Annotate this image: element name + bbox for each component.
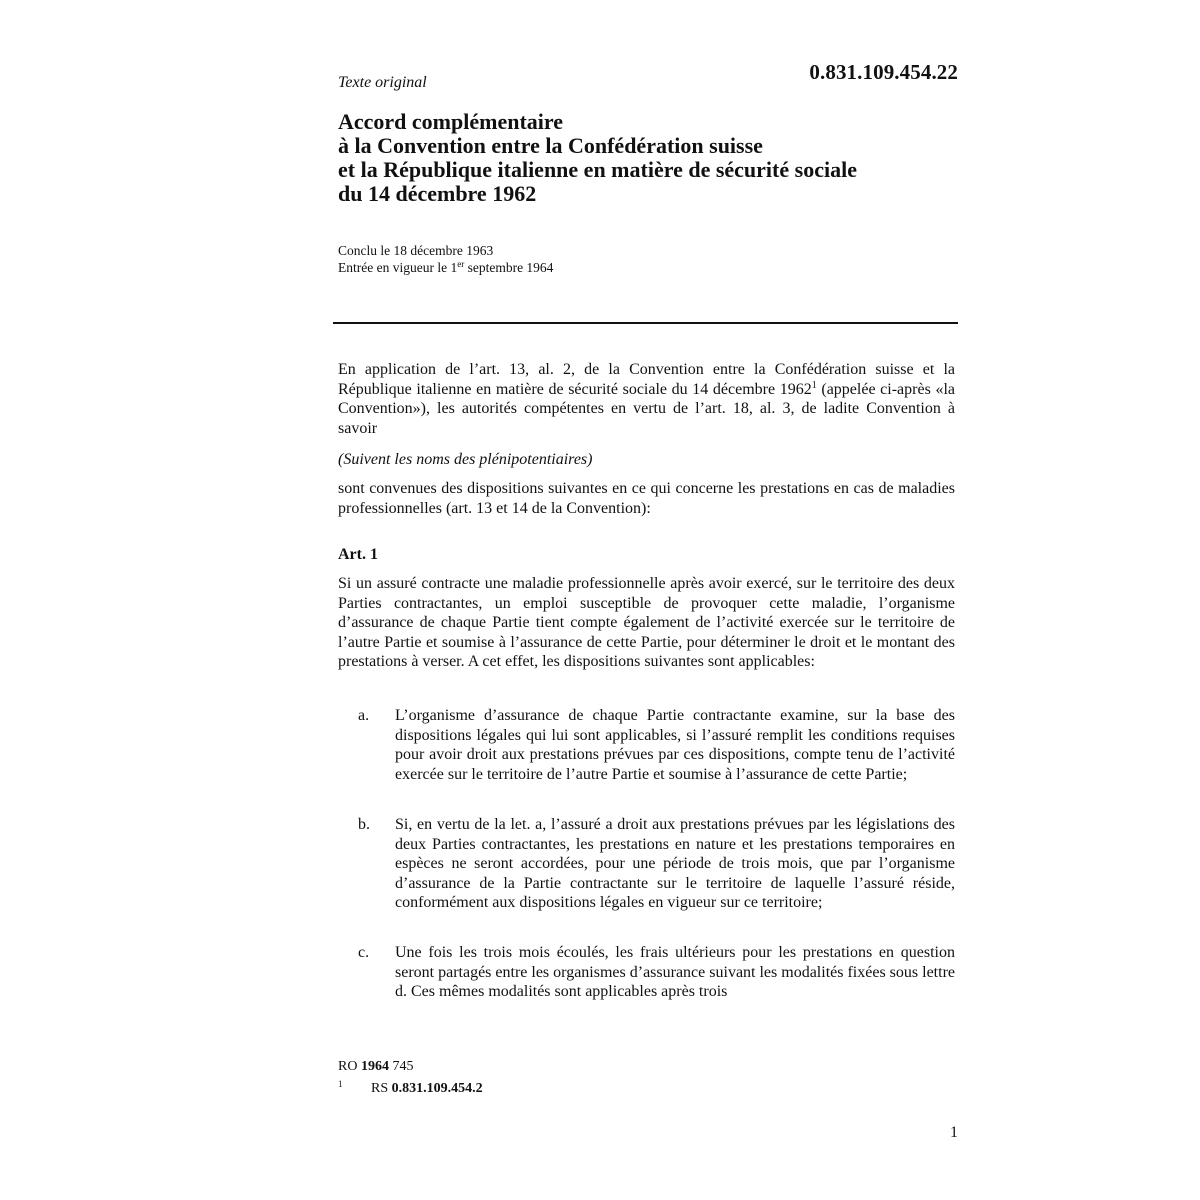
list-item-text: Si, en vertu de la let. a, l’assuré a droit aux prestations prévues par les législations des deux Parties contractantes, les prestations en nature et les prestations temporaires en espèces ne seront accordées, pour une période de trois mois, que par l’organisme d’assurance de la Partie contractante sur le territoire de laquelle l’assuré réside, conformément aux dispositions légales en vigueur sur ce territoire;	[395, 816, 955, 911]
entree-en-vigueur: Entrée en vigueur le 1er septembre 1964	[338, 259, 554, 275]
list-item-text: L’organisme d’assurance de chaque Partie contractante examine, sur la base des dispositions légales qui lui sont applicables, si l’assuré remplit les conditions requises pour avoir droit aux prestations prévues par ces dispositions, compte tenu de l’activité exercée sur le territoire de l’autre Partie et soumise à l’assurance de cette Partie;	[395, 707, 955, 783]
dates-block	[338, 242, 553, 276]
plenipotentiaries-note: (Suivent les noms des plénipotentiaires)	[338, 451, 593, 468]
preamble-intro: En application de l’art. 13, al. 2, de la Convention entre la Confédération suisse et la République italienne en matière de sécurité sociale du 14 décembre 1962$^1$ (appelée ci-après «la Convention»), les autorités compétentes en vertu de l’art. 18, al. 3, de ladite Convention à savoir	[338, 361, 956, 437]
article-heading: Art. 1	[338, 546, 378, 563]
sr-number: 0.831.109.454.22	[809, 60, 958, 84]
list-item-text: Une fois les trois mois écoulés, les frais ultérieurs pour les prestations en question seront partagés entre les organismes d’assurance suivant les modalités fixées sous lettre d. Ces mêmes modalités sont applicables après trois	[395, 944, 955, 1000]
texte-original-label: Texte original	[338, 74, 427, 91]
title-line: et la République italienne en matière de sécurité sociale	[338, 157, 857, 182]
list-item-label: b.	[358, 816, 370, 833]
list-item	[338, 943, 955, 1002]
list-item-label: c.	[358, 944, 370, 961]
preamble-agreement: sont convenues des dispositions suivantes en ce qui concerne les prestations en cas de maladies professionnelles (art. 13 et 14 de la Convention):	[338, 480, 955, 517]
title-line: Accord complémentaire	[338, 109, 564, 134]
footnote-reference[interactable]: 1	[811, 379, 817, 391]
footnote-link[interactable]: 0.831.109.454.2	[391, 1081, 483, 1096]
title-line: à la Convention entre la Confédération suisse	[338, 133, 763, 158]
list-item	[338, 815, 955, 913]
article-text: Si un assuré contracte une maladie professionnelle après avoir exercé, sur le territoire des deux Parties contractantes, un emploi susceptible de provoquer cette maladie, l’organisme d’assurance de chaque Partie tient compte également de l’activité exercée sur le territoire de l’autre Partie et soumise à l’assurance de cette Partie, pour déterminer le droit et le montant des prestations à verser. A cet effet, les dispositions suivantes sont applicables:	[338, 575, 955, 670]
document-title	[338, 110, 958, 206]
header-divider	[333, 322, 958, 324]
conclu-date: Conclu le 18 décembre 1963	[338, 243, 494, 258]
list-item	[338, 706, 955, 784]
list-item-label: a.	[358, 707, 370, 724]
footnote: 1 RS 0.831.109.454.2	[338, 1079, 483, 1096]
ro-reference: RO 1964 745	[338, 1059, 414, 1074]
title-line: du 14 décembre 1962	[338, 181, 537, 206]
page-number: 1	[950, 1124, 958, 1141]
